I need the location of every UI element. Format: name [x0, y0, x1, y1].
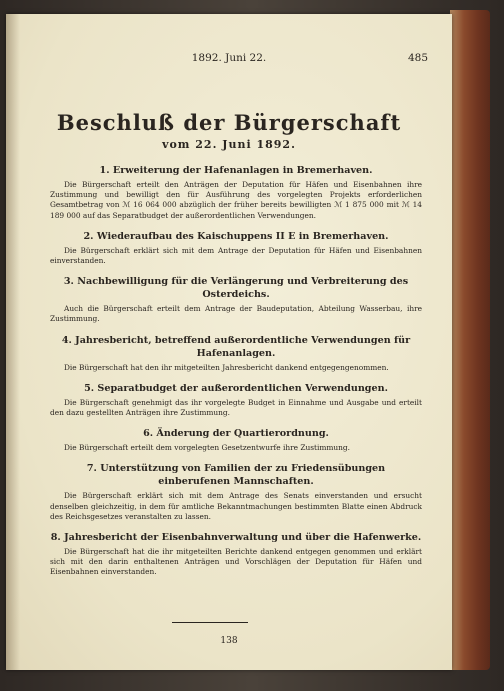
section-1	[50, 164, 422, 221]
header-date: 1892. Juni 22.	[191, 52, 267, 64]
page-title: Beschluß der Bürgerschaft	[56, 110, 402, 135]
section-body: Die Bürgerschaft erklärt sich mit dem Antrage der Deputation für Häfen und Eisenbahnen einverstanden.	[50, 245, 422, 266]
page-subtitle: vom 22. Juni 1892.	[162, 138, 296, 151]
footer-number: 138	[220, 636, 238, 646]
resolution-list	[50, 164, 422, 587]
end-rule	[172, 622, 248, 623]
section-heading: 3. Nachbewilligung für die Verlängerung und Verbreiterung des Osterdeichs.	[63, 276, 409, 301]
section-4	[50, 334, 422, 373]
section-body: Die Bürgerschaft hat den ihr mitgeteilten Jahresbericht dankend entgegengenommen.	[64, 362, 389, 372]
section-body: Die Bürgerschaft erteilt dem vorgelegten Gesetzentwurfe ihre Zustimmung.	[64, 443, 350, 453]
section-heading: 6. Änderung der Quartierordnung.	[143, 428, 329, 440]
section-3	[50, 275, 422, 324]
section-8	[50, 531, 422, 578]
document-page	[6, 14, 452, 670]
section-heading: 8. Jahresbericht der Eisenbahnverwaltung und über die Hafenwerke.	[50, 532, 422, 544]
section-heading: 4. Jahresbericht, betreffend außerordentliche Verwendungen für Hafenanlagen.	[61, 334, 411, 359]
header-page-number: 485	[407, 52, 428, 64]
section-heading: 1. Erweiterung der Hafenanlagen in Bremerhaven.	[99, 165, 373, 176]
running-header	[6, 52, 452, 66]
section-2	[50, 230, 422, 266]
section-body: Auch die Bürgerschaft erteilt dem Antrage der Baudeputation, Abteilung Wasserbau, ihre Zustimmung.	[50, 304, 422, 324]
book-edge	[450, 10, 490, 670]
section-5	[50, 382, 422, 418]
section-body: Die Bürgerschaft hat die ihr mitgeteilten Berichte dankend entgegen genommen und erklärt sich mit den darin enthaltenen Anträgen und Vorschlägen der Deputation für Häfen und Eisenbahnen einverstanden.	[50, 547, 422, 577]
section-body: Die Bürgerschaft erklärt sich mit dem Antrage des Senats einverstanden und ersucht denselben gleichzeitig, in dem für amtliche Bekanntmachungen bestimmten Blatte einen Abdruck des Reichsgesetzes veranstalten zu lassen.	[50, 491, 422, 521]
section-heading: 5. Separatbudget der außerordentlichen Verwendungen.	[84, 382, 388, 394]
section-heading: 7. Unterstützung von Familien der zu Friedensübungen einberufenen Mannschaften.	[86, 463, 386, 488]
section-body: Die Bürgerschaft genehmigt das ihr vorgelegte Budget in Einnahme und Ausgabe und erteilt den dazu gestellten Anträgen ihre Zustimmung.	[50, 397, 422, 418]
section-6	[50, 427, 422, 453]
section-body: Die Bürgerschaft erteilt den Anträgen der Deputation für Häfen und Eisenbahnen ihre Zustimmung und bewilligt den für Ausführung des vorgelegten Projekts erforderlichen Gesamtbetrag von ℳ 16 064 000 abzüglich der früher bereits bewilligten ℳ 1 875 000 mit ℳ 14 189 000 auf das Separatbudget der außerordentlichen Verwendungen.	[50, 180, 422, 220]
section-7	[50, 462, 422, 522]
section-heading: 2. Wiederaufbau des Kaischuppens II E in Bremerhaven.	[83, 230, 389, 242]
